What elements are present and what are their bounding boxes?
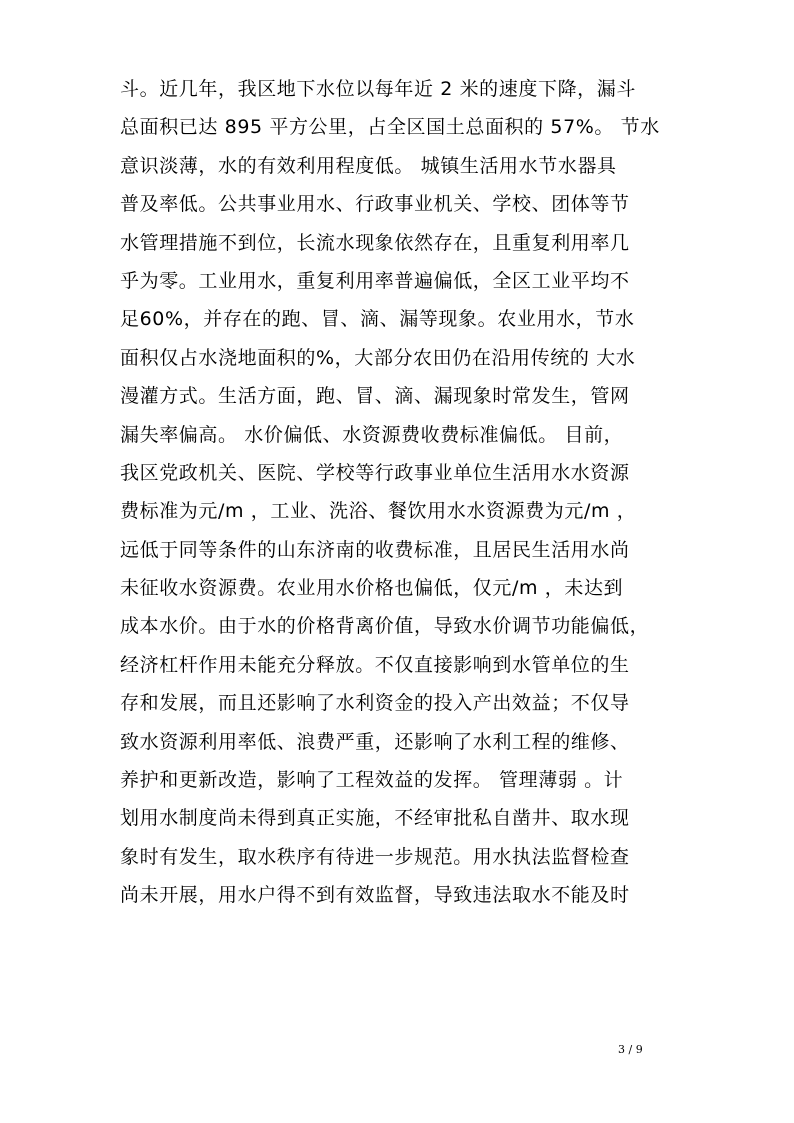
text-line: 经济杠杆作用未能充分释放。不仅直接影响到水管单位的生 bbox=[120, 653, 630, 676]
text-line: 普及率低。公共事业用水、行政事业机关、学校、团体等节 bbox=[120, 193, 630, 216]
page-number: 3 / 9 bbox=[618, 1043, 643, 1056]
text-line: 未征收水资源费。农业用水价格也偏低，仅元/m ，未达到 bbox=[120, 577, 624, 600]
text-line: 成本水价。由于水的价格背离价值，导致水价调节功能偏低， bbox=[120, 615, 650, 638]
text-line: 划用水制度尚未得到真正实施，不经审批私自凿井、取水现 bbox=[120, 807, 630, 830]
text-line: 水管理措施不到位，长流水现象依然存在，且重复利用率几 bbox=[120, 231, 630, 254]
text-line: 远低于同等条件的山东济南的收费标准，且居民生活用水尚 bbox=[120, 538, 630, 561]
text-line: 总面积已达 895 平方公里，占全区国土总面积的 57%。 节水 bbox=[120, 116, 660, 139]
text-line: 乎为零。工业用水，重复利用率普遍偏低，全区工业平均不 bbox=[120, 269, 630, 292]
text-line: 致水资源利用率低、浪费严重，还影响了水利工程的维修、 bbox=[120, 730, 630, 753]
text-line: 我区党政机关、医院、学校等行政事业单位生活用水水资源 bbox=[120, 461, 630, 484]
text-line: 漏失率偏高。 水价偏低、水资源费收费标准偏低。 目前， bbox=[120, 423, 624, 446]
text-line: 足60%，并存在的跑、冒、滴、漏等现象。农业用水，节水 bbox=[120, 308, 635, 331]
text-line: 面积仅占水浇地面积的%，大部分农田仍在沿用传统的 大水 bbox=[120, 346, 636, 369]
text-line: 存和发展，而且还影响了水利资金的投入产出效益；不仅导 bbox=[120, 692, 630, 715]
text-line: 斗。近几年，我区地下水位以每年近 2 米的速度下降，漏斗 bbox=[120, 78, 636, 100]
body-text bbox=[120, 70, 682, 915]
text-line: 费标准为元/m ，工业、洗浴、餐饮用水水资源费为元/m ， bbox=[120, 500, 637, 523]
text-line: 尚未开展，用水户得不到有效监督，导致违法取水不能及时 bbox=[120, 884, 630, 907]
text-line: 意识淡薄，水的有效利用程度低。 城镇生活用水节水器具 bbox=[120, 154, 617, 177]
text-line: 象时有发生，取水秩序有待进一步规范。用水执法监督检查 bbox=[120, 845, 630, 868]
text-line: 漫灌方式。生活方面，跑、冒、滴、漏现象时常发生，管网 bbox=[120, 385, 630, 408]
text-line: 养护和更新改造，影响了工程效益的发挥。 管理薄弱 。计 bbox=[120, 769, 624, 792]
